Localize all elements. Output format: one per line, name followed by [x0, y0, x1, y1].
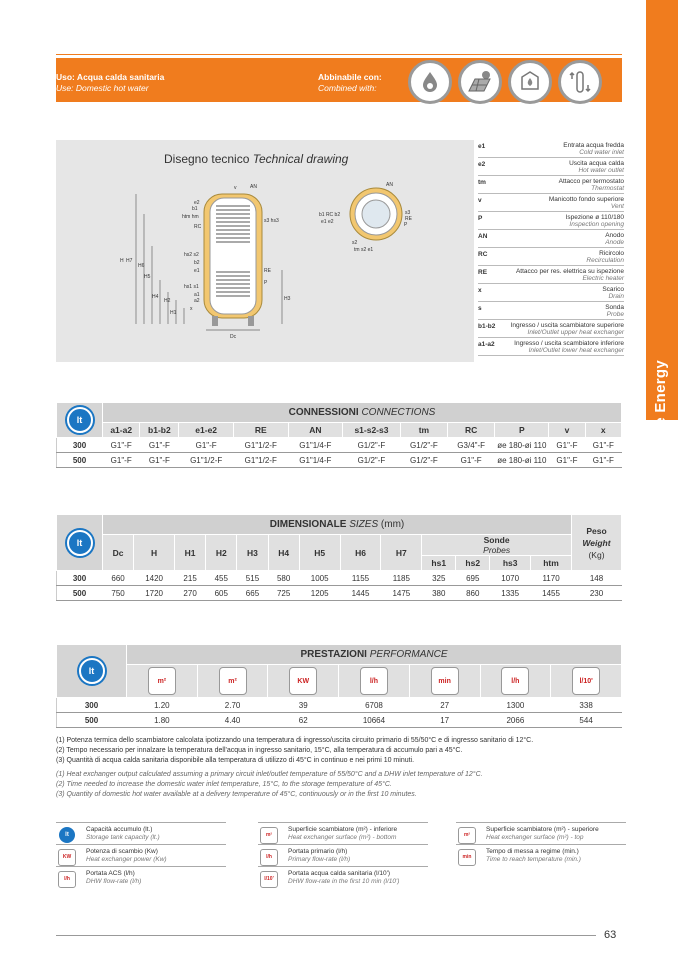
usage-en: Use: Domestic hot water [56, 83, 149, 93]
svg-text:RE: RE [264, 268, 271, 274]
electric-heater-icon [558, 60, 602, 104]
col-header: v [549, 423, 585, 438]
svg-text:RC: RC [194, 224, 202, 230]
svg-text:H1: H1 [170, 310, 177, 316]
svg-text:H5: H5 [144, 274, 151, 280]
col-header: a1-a2 [103, 423, 140, 438]
svg-text:Dc: Dc [230, 334, 237, 340]
key-item: KW Potenza di scambio (Kw) Heat exchanger power (Kw) [56, 844, 226, 866]
water-drop-icon: lt [67, 530, 93, 556]
legend-row: v Manicotto fondo superiore Vent [478, 196, 624, 210]
legend-row: a1-a2 Ingresso / uscita scambiatore inferiore Inlet/Outlet lower heat exchanger [478, 340, 624, 354]
dimensions-title: DIMENSIONALE SIZES (mm) [103, 515, 572, 535]
connection-legend [478, 140, 624, 356]
legend-row: x Scarico Drain [478, 286, 624, 300]
legend-row: e2 Uscita acqua calda Hot water outlet [478, 160, 624, 174]
usage-text [56, 72, 164, 94]
combined-it: Abbinabile con: [318, 72, 382, 82]
legend-row: b1-b2 Ingresso / uscita scambiatore superiore Inlet/Outlet upper heat exchanger [478, 322, 624, 336]
legend-row: e1 Entrata acqua fredda Cold water inlet [478, 142, 624, 156]
water-drop-icon: lt [67, 407, 93, 433]
svg-text:H4: H4 [152, 294, 159, 300]
combined-en: Combined with: [318, 83, 377, 93]
svg-text:H3: H3 [284, 296, 291, 302]
heat-up-time-icon: min [409, 665, 480, 698]
lower-exchanger-surface-icon: m² [127, 665, 198, 698]
svg-text:H2: H2 [164, 298, 171, 304]
table-row: 500 1.80 4.40 62 10664 17 2066 544 [57, 713, 622, 728]
table-row: 300 G1"-F G1"-F G1"-F G1"1/2-F G1"1/4-F G1/2"-F G1/2"-F G3/4"-F øe 180-øi 110 G1"-F G1"-F [57, 438, 622, 453]
drawing-title: Disegno tecnico Technical drawing [164, 152, 349, 166]
col-header: H4 [268, 535, 299, 571]
note-en: (3) Quantity of domestic hot water available at a delivery temperature of 45°C, continuously or in the first 10 minutes. [56, 791, 417, 798]
col-header: H5 [299, 535, 340, 571]
svg-text:b1: b1 [192, 206, 198, 212]
connections-title: CONNESSIONI CONNECTIONS [103, 403, 622, 423]
col-header: s1-s2-s3 [343, 423, 401, 438]
technical-drawing [56, 140, 474, 362]
svg-text:b2: b2 [194, 260, 200, 266]
legend-row: RC Ricircolo Recirculation [478, 250, 624, 264]
usage-band [56, 58, 622, 102]
side-tab [646, 0, 678, 498]
table-row: 300 1.20 2.70 39 6708 27 1300 338 [57, 698, 622, 713]
legend-row: AN Anodo Anode [478, 232, 624, 246]
col-header: Dc [103, 535, 134, 571]
table-row: 500 750 1720 270 605 665 725 1205 1445 1475 380 860 1335 1455 230 [57, 586, 622, 601]
performance-title: PRESTAZIONI PERFORMANCE [127, 645, 622, 665]
table-row: 300 660 1420 215 455 515 580 1005 1155 1185 325 695 1070 1170 148 [57, 571, 622, 586]
svg-text:x: x [190, 306, 193, 312]
key-item: l/10' Portata acqua calda sanitaria (l/10') DHW flow-rate in the first 10 min (l/10') [258, 866, 428, 888]
svg-text:htm hm: htm hm [182, 214, 199, 220]
svg-text:tm s2 e1: tm s2 e1 [354, 247, 374, 253]
col-header: RE [233, 423, 288, 438]
performance-table [56, 644, 622, 728]
water-drop-icon: lt [79, 658, 105, 684]
primary-flow-icon: l/h [339, 665, 410, 698]
header-rule [56, 54, 622, 55]
col-header: AN [288, 423, 343, 438]
svg-text:H7: H7 [126, 258, 133, 264]
primary-flow-icon: l/h [260, 849, 278, 866]
connections-table [56, 402, 622, 468]
col-header: P [495, 423, 549, 438]
key-item: m² Superficie scambiatore (m²) - superiore Heat exchanger surface (m²) - top [456, 822, 626, 844]
key-item: l/h Portata primario (l/h) Primary flow-rate (l/h) [258, 844, 428, 866]
note-en: (2) Time needed to increase the domestic water inlet temperature, 15°C, to the storage temperature of 45°C. [56, 781, 392, 788]
svg-text:AN: AN [250, 184, 257, 190]
usage-it: Uso: Acqua calda sanitaria [56, 72, 165, 82]
footnotes [56, 736, 622, 800]
note-it: (2) Tempo necessario per innalzare la temperatura dell'acqua in ingresso sanitario, 15°C, alla temperatura di accumulo pari a 45°C. [56, 747, 463, 754]
dhw-10min-flow-icon: l/10' [260, 871, 278, 888]
svg-text:P: P [264, 280, 268, 286]
lower-exchanger-surface-icon: m² [260, 827, 278, 844]
col-header: hs2 [456, 556, 490, 571]
exchange-power-icon: KW [58, 849, 76, 866]
note-it: (1) Potenza termica dello scambiatore calcolata ipotizzando una temperatura di ingresso/uscita circuito primario di 55/50°C e di ingresso sanitario di 12°C. [56, 737, 534, 744]
col-header: H3 [237, 535, 268, 571]
col-header: x [585, 423, 621, 438]
svg-text:b1 RC b2: b1 RC b2 [319, 212, 341, 218]
tank-diagram [56, 140, 474, 362]
legend-row: P Ispezione ø 110/180 Inspection opening [478, 214, 624, 228]
svg-text:P: P [404, 222, 408, 228]
dhw-10min-flow-icon: l/10' [551, 665, 622, 698]
table-row: 500 G1"-F G1"-F G1"1/2-F G1"1/2-F G1"1/4-F G1/2"-F G1/2"-F G1"-F øe 180-øi 110 G1"-F G1"-F [57, 453, 622, 468]
col-header: hs1 [422, 556, 456, 571]
col-header: H6 [340, 535, 381, 571]
legend-row: RE Attacco per res. elettrica su ispezione Electric heater [478, 268, 624, 282]
upper-exchanger-surface-icon: m² [458, 827, 476, 844]
col-header: H2 [206, 535, 237, 571]
solar-panel-icon [458, 60, 502, 104]
svg-text:e1: e1 [194, 268, 200, 274]
key-item: m² Superficie scambiatore (m²) - inferiore Heat exchanger surface (m²) - bottom [258, 822, 428, 844]
svg-text:s3 hs3: s3 hs3 [264, 218, 279, 224]
col-header: htm [531, 556, 572, 571]
col-header: H [134, 535, 175, 571]
col-header: b1-b2 [140, 423, 179, 438]
svg-text:RE: RE [405, 216, 412, 222]
col-header: RC [448, 423, 495, 438]
col-header: e1-e2 [179, 423, 234, 438]
weight-header: Peso Weight (Kg) [572, 515, 622, 571]
combined-text [318, 72, 382, 94]
svg-text:hs2 s2: hs2 s2 [184, 252, 199, 258]
capacity-cell [57, 403, 103, 438]
capacity-cell [57, 645, 127, 698]
svg-text:H: H [120, 258, 124, 264]
col-header: H7 [381, 535, 422, 571]
key-item: min Tempo di messa a regime (min.) Time to reach temperature (min.) [456, 844, 626, 866]
side-tab-label: Alternative Energy [652, 360, 669, 498]
svg-text:s2: s2 [352, 240, 358, 246]
svg-text:e1 e2: e1 e2 [321, 219, 334, 225]
boiler-icon [408, 60, 452, 104]
key-item: l/h Portata ACS (l/h) DHW flow-rate (l/h) [56, 866, 226, 888]
col-header: tm [400, 423, 447, 438]
note-en: (1) Heat exchanger output calculated assuming a primary circuit inlet/outlet temperature of 55/50°C and a DHW inlet temperature of 12°C. [56, 771, 483, 778]
svg-text:e2: e2 [194, 200, 200, 206]
dhw-flow-icon: l/h [58, 871, 76, 888]
capacity-cell [57, 515, 103, 571]
svg-text:H6: H6 [138, 263, 145, 269]
heat-pump-icon [508, 60, 552, 104]
water-drop-icon: lt [59, 827, 75, 843]
svg-text:v: v [234, 185, 237, 191]
col-header: H1 [175, 535, 206, 571]
svg-text:a2: a2 [194, 298, 200, 304]
svg-text:s3: s3 [405, 210, 411, 216]
dimensions-table [56, 514, 622, 601]
exchange-power-icon: KW [268, 665, 339, 698]
dhw-flow-icon: l/h [480, 665, 551, 698]
note-it: (3) Quantità di acqua calda sanitaria disponibile alla temperatura di utilizzo di 45°C in continuo e nei primi 10 minuti. [56, 757, 415, 764]
svg-text:a1: a1 [194, 292, 200, 298]
legend-row: s Sonda Probe [478, 304, 624, 318]
combined-icons [408, 60, 602, 104]
footer-rule [56, 935, 596, 936]
probes-header: Sonde Probes [422, 535, 572, 556]
svg-text:hs1 s1: hs1 s1 [184, 284, 199, 290]
col-header: hs3 [490, 556, 531, 571]
legend-row: tm Attacco per termostato Thermostat [478, 178, 624, 192]
svg-text:AN: AN [386, 182, 393, 188]
heat-up-time-icon: min [458, 849, 476, 866]
upper-exchanger-surface-icon: m² [197, 665, 268, 698]
page-number: 63 [604, 929, 617, 941]
key-item: lt Capacità accumulo (lt.) Storage tank capacity (lt.) [56, 822, 226, 844]
